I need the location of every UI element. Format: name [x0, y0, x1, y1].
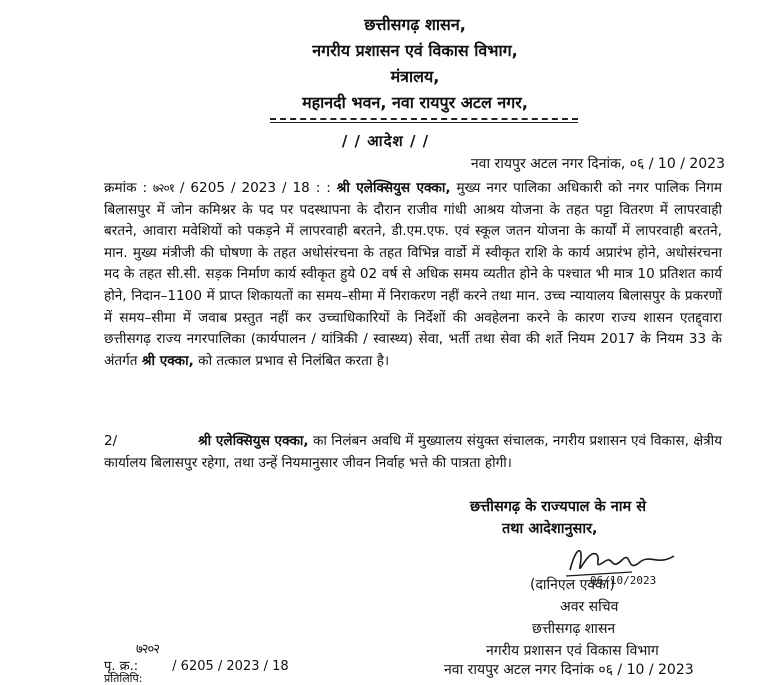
header-ministry: मंत्रालय,	[390, 67, 440, 86]
header-department: नगरीय प्रशासन एवं विकास विभाग,	[312, 41, 518, 60]
signature-date-line: नवा रायपुर अटल नगर दिनांक ०६ / 10 / 2023	[444, 662, 694, 678]
header-government: छत्तीसगढ़ शासन,	[364, 15, 466, 34]
order-body-text: मुख्य नगर पालिका अधिकारी को नगर पालिक निगम बिलासपुर में जोन कमिश्नर के पद पर पदस्थापना के दौरान राजीव गांधी आश्रय योजना के तहत पट्टा वितरण में लापरवाही बरतने, आवारा मवेशियों को पकड़ने में लापरवाही बरतने, डी.एम.एफ. एवं स्कूल जतन योजना के कार्यों में लापरवाही बरतने, मान. मुख्य मंत्रीजी की घोषणा के तहत अधोसंरचना के तहत विभिन्न वार्डो में स्वीकृत राशि के कार्य अप्रारंभ होने, अधोसंरचना मद के तहत सी.सी. सड़क निर्माण कार्य स्वीकृत हुये 02 वर्ष से अधिक समय व्यतीत होने के पश्चात भी मात्र 10 प्रतिशत कार्य होने, निदान–1100 में प्राप्त शिकायतों का समय–सीमा में निराकरण नहीं करने तथा मान. उच्च न्यायालय बिलासपुर के प्रकरणों में समय–सीमा में जवाब प्रस्तुत नहीं कर उच्चाधिकारियों के निर्देशों की अवहेलना करने के कारण राज्य शासन एतद्द्वारा छत्तीसगढ़ राज्य नगरपालिका (कार्यपालन / यांत्रिकी / स्वास्थ्य) सेवा, भर्ती तथा सेवा की शर्ते नियम 2017 के नियम 33 के अंतर्गत	[104, 180, 722, 369]
authority-line-1: छत्तीसगढ़ के राज्यपाल के नाम से	[470, 499, 647, 515]
order-number-label: क्रमांक :	[104, 180, 148, 196]
copy-prefix: पृ. क्र.:	[104, 659, 139, 674]
handwritten-copy-number: ७२०२	[136, 642, 160, 657]
copy-reference-number: / 6205 / 2023 / 18	[172, 659, 289, 674]
header-address: महानदी भवन, नवा रायपुर अटल नगर,	[302, 93, 528, 112]
order-title: / / आदेश / /	[341, 132, 430, 150]
handwritten-order-number: ७२०१	[152, 181, 174, 195]
paragraph-2-text: का निलंबन अवधि में मुख्यालय संयुक्त संचालक, नगरीय प्रशासन एवं विकास, क्षेत्रीय कार्यालय बिलासपुर रहेगा, तथा उन्हें नियमानुसार जीवन निर्वाह भत्ते की पात्रता होगी।	[104, 433, 722, 471]
order-reference: / 6205 / 2023 / 18 : :	[179, 180, 331, 196]
order-paragraph-2	[104, 431, 722, 474]
signatory-name: (दानिएल एक्का)	[530, 577, 615, 593]
signatory-department: नगरीय प्रशासन एवं विकास विभाग	[486, 643, 659, 659]
signatory-government: छत्तीसगढ़ शासन	[532, 621, 616, 637]
order-body-closing: को तत्काल प्रभाव से निलंबित करता है।	[198, 352, 390, 369]
copy-to-heading: प्रतिलिपि:	[104, 672, 143, 685]
header-divider-dashed	[270, 118, 578, 120]
authority-line-2: तथा आदेशानुसार,	[502, 521, 598, 537]
officer-name-short: श्री एक्का,	[141, 352, 194, 369]
paragraph-number: 2/	[104, 433, 118, 449]
officer-name: श्री एलेक्सियुस एक्का,	[336, 180, 451, 196]
order-paragraph-1	[104, 178, 722, 372]
header-divider-solid	[270, 122, 578, 123]
officer-name-2: श्री एलेक्सियुस एक्का,	[198, 433, 309, 449]
order-date: नवा रायपुर अटल नगर दिनांक, ०६ / 10 / 2023	[470, 156, 725, 172]
signatory-designation: अवर सचिव	[560, 599, 619, 615]
signature-date: 06/10/2023	[590, 574, 657, 586]
